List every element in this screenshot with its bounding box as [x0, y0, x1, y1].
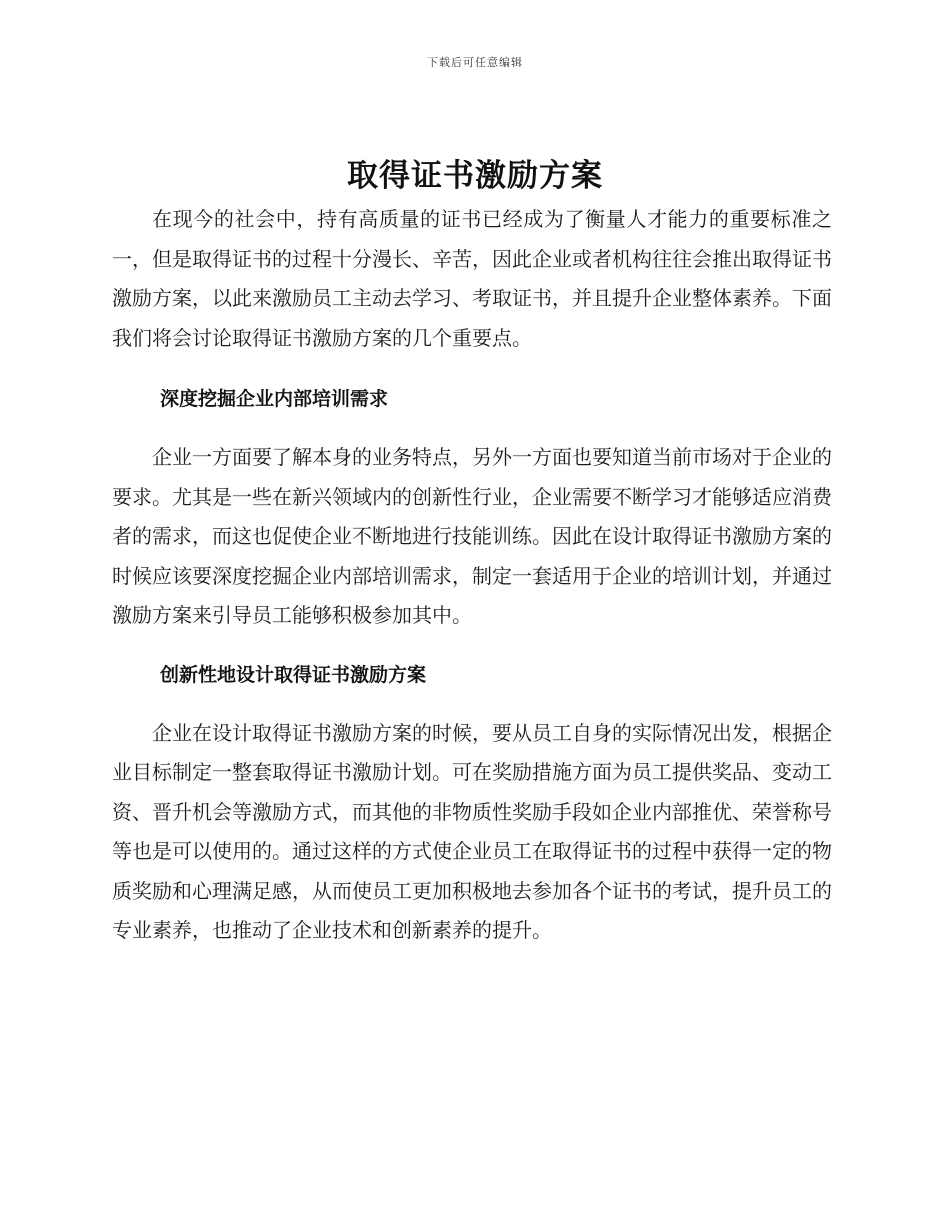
- section-heading-innovative-design: 创新性地设计取得证书激励方案: [160, 663, 427, 686]
- header-note: 下载后可任意编辑: [427, 56, 523, 69]
- section2-paragraph: 企业在设计取得证书激励方案的时候，要从员工自身的实际情况出发，根据企业目标制定一整套取得证书激励计划。可在奖励措施方面为员工提供奖品、变动工资、晋升机会等激励方式，而其他的非物质性奖励手段如企业内部推优、荣誉称号等也是可以使用的。通过这样的方式使企业员工在取得证书的过程中获得一定的物质奖励和心理满足感，从而使员工更加积极地去参加各个证书的考试，提升员工的专业素养，也推动了企业技术和创新素养的提升。: [112, 720, 832, 942]
- document-title: 取得证书激励方案: [347, 158, 603, 194]
- intro-paragraph: 在现今的社会中，持有高质量的证书已经成为了衡量人才能力的重要标准之一，但是取得证书的过程十分漫长、辛苦，因此企业或者机构往往会推出取得证书激励方案，以此来激励员工主动去学习、考取证书，并且提升企业整体素养。下面我们将会讨论取得证书激励方案的几个重要点。: [112, 207, 832, 350]
- document-body: [112, 200, 832, 951]
- section-heading-training-needs: 深度挖掘企业内部培训需求: [160, 388, 389, 410]
- section1-paragraph: 企业一方面要了解本身的业务特点，另外一方面也要知道当前市场对于企业的要求。尤其是一些在新兴领域内的创新性行业，企业需要不断学习才能够适应消费者的需求，而这也促使企业不断地进行技能训练。因此在设计取得证书激励方案的时候应该要深度挖掘企业内部培训需求，制定一套适用于企业的培训计划，并通过激励方案来引导员工能够积极参加其中。: [112, 445, 832, 627]
